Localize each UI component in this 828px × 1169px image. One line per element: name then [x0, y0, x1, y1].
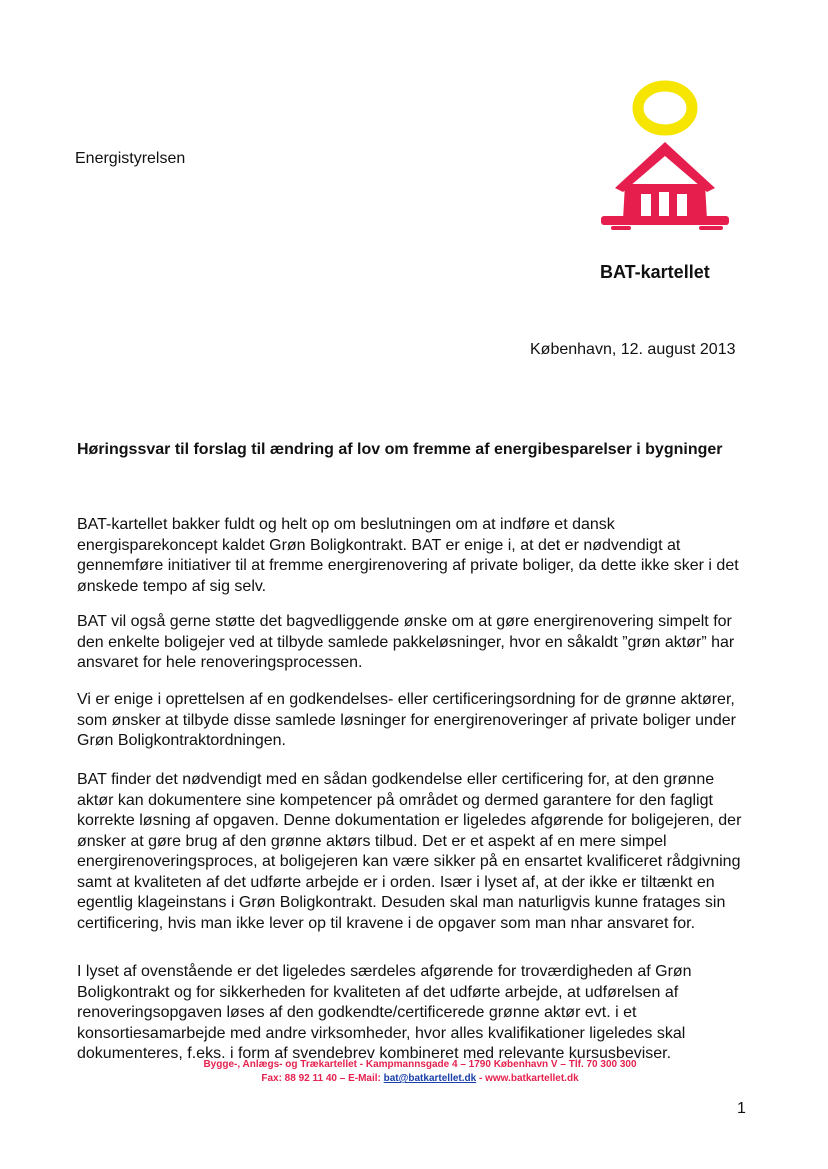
footer-email-link[interactable]: bat@batkartellet.dk: [383, 1073, 477, 1084]
organization-name: BAT-kartellet: [600, 262, 710, 282]
footer-address: Bygge-, Anlægs- og Trækartellet - Kampmannsgade 4 – 1790 København V – Tlf. 70 300 300: [203, 1059, 637, 1070]
footer-website: - www.batkartellet.dk: [476, 1073, 579, 1084]
body-paragraph: Vi er enige i oprettelsen af en godkendelses- eller certificeringsordning for de grønne aktører, som ønsker at tilbyde disse samlede løsninger for energirenoveringer af private boliger under Grøn Boligkontraktordningen.: [77, 691, 736, 749]
recipient: Energistyrelsen: [75, 150, 186, 167]
logo-sun: [638, 86, 692, 130]
body-paragraph: BAT-kartellet bakker fuldt og helt op om beslutningen om at indføre et dansk energisparekoncept kaldet Grøn Boligkontrakt. BAT er enige i, at det er nødvendigt at gennemføre initiativer til at fremme energirenovering af private boliger, da dette ikke sker i det ønskede tempo af sig selv.: [77, 516, 739, 595]
body-paragraph: I lyset af ovenstående er det ligeledes særdeles afgørende for troværdigheden af Grøn Boligkontrakt og for sikkerheden for kvaliteten af det udførte arbejde, at udførelsen af renoveringsopgaven løses af den godkendte/certificerede grønne aktør evt. i et konsortiesamarbejde med andre virksomheder, hvor alles kvalifikationer ligeledes skal dokumenteres, f.eks. i form af svendebrev kombineret med relevante kursusbeviser.: [77, 963, 692, 1062]
dateline: København, 12. august 2013: [530, 341, 736, 358]
footer-contact: [120, 1072, 720, 1086]
page-number: 1: [737, 1100, 746, 1117]
logo-house: [601, 142, 729, 230]
footer-fax: Fax: 88 92 11 40 – E-Mail:: [261, 1073, 384, 1084]
body-paragraph: BAT finder det nødvendigt med en sådan godkendelse eller certificering for, at den grønne aktør kan dokumentere sine kompetencer på området og dermed garantere for den fagligt korrekte løsning af opgaven. Denne dokumentation er ligeledes afgørende for boligejeren, der ønsker at gøre brug af den grønne aktørs tilbud. Det er et aspekt af en mere simpel energirenoveringsproces, at boligejeren kan være sikker på en ensartet kvalificeret rådgivning samt at kvaliteten af det udførte arbejde er i orden. Især i lyset af, at der ikke er tiltænkt en egentlig klageinstans i Grøn Boligkontrakt. Desuden skal man naturligvis kunne fratages sin certificering, hvis man ikke lever op til kravene i de opgaver som man nhar ansvaret for.: [77, 771, 742, 932]
bat-house-logo-icon: [595, 80, 735, 240]
footer: [120, 1058, 720, 1086]
body-paragraph: BAT vil også gerne støtte det bagvedliggende ønske om at gøre energirenovering simpelt for den enkelte boligejer ved at tilbyde samlede pakkeløsninger, hvor en såkaldt ”grøn aktør” har ansvaret for hele renoveringsprocessen.: [77, 613, 735, 671]
subject-heading: Høringssvar til forslag til ændring af lov om fremme af energibesparelser i bygninger: [77, 441, 723, 458]
